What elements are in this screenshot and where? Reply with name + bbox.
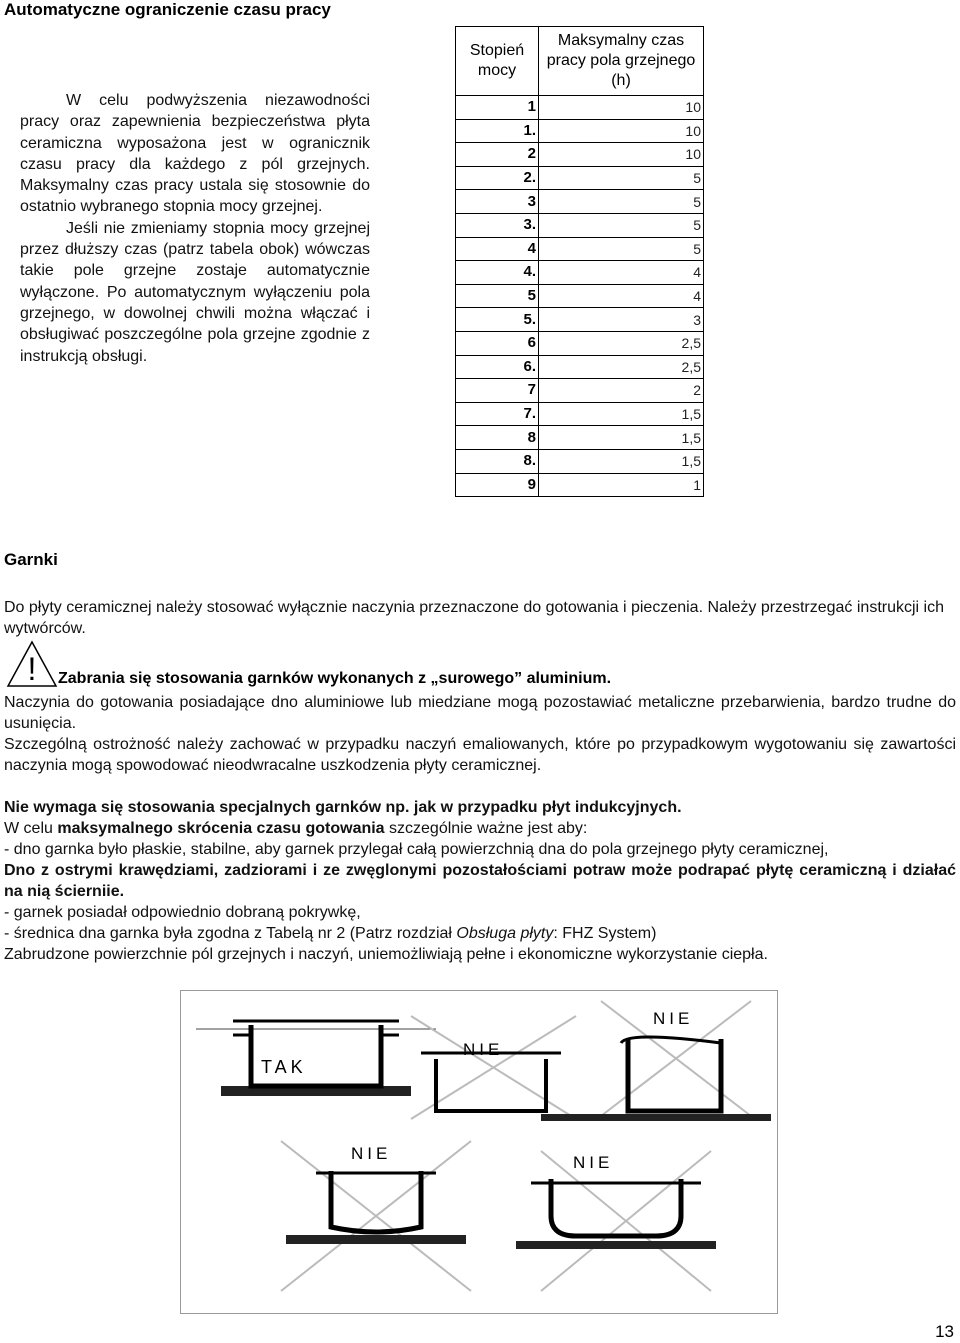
max-time-cell: 5: [539, 213, 704, 237]
power-level-cell: 4.: [456, 261, 539, 285]
max-time-cell: 10: [539, 143, 704, 167]
table-row: [456, 213, 704, 237]
power-level-cell: 3.: [456, 213, 539, 237]
max-time-cell: 1: [539, 473, 704, 497]
dirty-surfaces-note: Zabrudzone powierzchnie pól grzejnych i naczyń, uniemożliwiają pełne i ekonomiczne wykorzystanie ciepła.: [4, 946, 768, 963]
table-row: [456, 261, 704, 285]
cookware-diagram: [180, 990, 778, 1314]
table-row: [456, 190, 704, 214]
auto-shutoff-description: [20, 90, 370, 367]
power-level-cell: 8: [456, 426, 539, 450]
table-row: [456, 426, 704, 450]
text: - średnica dna garnka była zgodna z Tabelą nr 2 (Patrz rozdział: [4, 925, 457, 942]
power-level-table: [455, 26, 704, 497]
max-time-cell: 10: [539, 119, 704, 143]
aluminium-warning: Zabrania się stosowania garnków wykonanych z „surowego” aluminium.: [58, 670, 612, 687]
paragraph: Jeśli nie zmieniamy stopnia mocy grzejnej przez dłuższy czas (patrz tabela obok) wówczas takie pole grzejne zostaje automatycznie wyłączone. Po automatycznym wyłączeniu pola grzejnego, w dowolnej chwili można włączać i obsługiwać poszczególne pola grzejne zgodnie z instrukcją obsługi.: [20, 219, 370, 365]
max-time-cell: 1,5: [539, 449, 704, 473]
label-nie-3: NIE: [351, 1144, 392, 1163]
power-level-cell: 1: [456, 96, 539, 120]
bullet-diameter: [4, 923, 956, 944]
table-row: [456, 308, 704, 332]
table-row: [456, 284, 704, 308]
page-title: Automatyczne ograniczenie czasu pracy: [4, 0, 331, 19]
max-time-cell: 2,5: [539, 331, 704, 355]
page-number: 13: [935, 1322, 954, 1341]
bullet-lid: - garnek posiadał odpowiednio dobraną pokrywkę,: [4, 904, 361, 921]
label-nie-1: NIE: [463, 1040, 504, 1059]
table-row: [456, 237, 704, 261]
max-time-cell: 1,5: [539, 426, 704, 450]
power-level-cell: 2: [456, 143, 539, 167]
bullet-sharp-edges-warning: Dno z ostrymi krawędziami, zadziorami i ze zwęglonymi pozostałościami potraw może podrapać płytę ceramiczną i działać na nią ścierniie.: [4, 862, 956, 900]
table-row: [456, 473, 704, 497]
header-power-level: Stopień mocy: [456, 27, 539, 96]
power-level-cell: 6: [456, 331, 539, 355]
power-level-cell: 2.: [456, 166, 539, 190]
power-level-cell: 9: [456, 473, 539, 497]
header-max-time: Maksymalny czas pracy pola grzejnego (h): [539, 27, 704, 96]
bullet-flat-bottom: - dno garnka było płaskie, stabilne, aby garnek przylegał całą powierzchnią dna do pola grzejnego płyty ceramicznej,: [4, 841, 829, 858]
table-row: [456, 449, 704, 473]
paragraph: W celu podwyższenia niezawodności pracy oraz zapewnienia bezpieczeństwa płyta ceramiczna wyposażona jest w ogranicznik czasu pracy dla każdego z pól grzejnych. Maksymalny czas pracy ustala się stosownie do ostatnio wybranego stopnia mocy grzejnej.: [20, 92, 370, 216]
text-bold: maksymalnego skrócenia czasu gotowania: [57, 820, 385, 837]
warning-icon: [6, 640, 58, 688]
power-level-cell: 5: [456, 284, 539, 308]
alu-copper-text: Naczynia do gotowania posiadające dno aluminiowe lub miedziane mogą pozostawiać metaliczne przebarwienia, bardzo trudne do usunięcia.: [4, 694, 956, 732]
label-nie-2: NIE: [653, 1009, 694, 1028]
text: : FHZ System): [553, 925, 657, 942]
wrong-pot-convex-base: [281, 1141, 471, 1291]
max-time-cell: 10: [539, 96, 704, 120]
table-row: [456, 166, 704, 190]
table-row: [456, 96, 704, 120]
label-tak: TAK: [261, 1057, 307, 1077]
wrong-pot-overhang: [541, 1001, 771, 1121]
power-level-cell: 7.: [456, 402, 539, 426]
table-row: [456, 143, 704, 167]
max-time-cell: 1,5: [539, 402, 704, 426]
cookware-illustration: [181, 991, 777, 1313]
power-level-cell: 3: [456, 190, 539, 214]
section-heading-garnki: Garnki: [4, 550, 58, 569]
table-row: [456, 402, 704, 426]
max-time-cell: 4: [539, 261, 704, 285]
power-level-cell: 8.: [456, 449, 539, 473]
max-time-cell: 3: [539, 308, 704, 332]
text: szczególnie ważne jest aby:: [384, 820, 588, 837]
text: W celu: [4, 820, 58, 837]
table-row: [456, 379, 704, 403]
intro-text: Do płyty ceramicznej należy stosować wyłącznie naczynia przeznaczone do gotowania i pieczenia. Należy przestrzegać instrukcji ich wytwórców.: [4, 599, 944, 637]
text-italic: Obsługa płyty: [456, 925, 554, 942]
power-level-cell: 4: [456, 237, 539, 261]
power-level-cell: 7: [456, 379, 539, 403]
wrong-pot-small-base: [411, 1016, 576, 1119]
enamel-text: Szczególną ostrożność należy zachować w przypadku naczyń emaliowanych, które po przypadkowym wygotowaniu się zawartości naczynia mogą spowodować nieodwracalne uszkodzenia płyty ceramicznej.: [4, 736, 956, 774]
label-nie-4: NIE: [573, 1153, 614, 1172]
table-row: [456, 331, 704, 355]
max-time-cell: 5: [539, 237, 704, 261]
power-level-cell: 5.: [456, 308, 539, 332]
shorten-time-line: [4, 818, 956, 839]
max-time-cell: 5: [539, 190, 704, 214]
table-row: [456, 355, 704, 379]
max-time-cell: 4: [539, 284, 704, 308]
wrong-pot-concave-base: [516, 1151, 716, 1291]
warning-icon-glyph: !: [27, 651, 37, 687]
no-special-pots: Nie wymaga się stosowania specjalnych garnków np. jak w przypadku płyt indukcyjnych.: [4, 799, 682, 816]
max-time-cell: 5: [539, 166, 704, 190]
correct-pot-illustration: [196, 1021, 436, 1096]
max-time-cell: 2: [539, 379, 704, 403]
power-level-cell: 6.: [456, 355, 539, 379]
power-level-cell: 1.: [456, 119, 539, 143]
table-row: [456, 119, 704, 143]
max-time-cell: 2,5: [539, 355, 704, 379]
